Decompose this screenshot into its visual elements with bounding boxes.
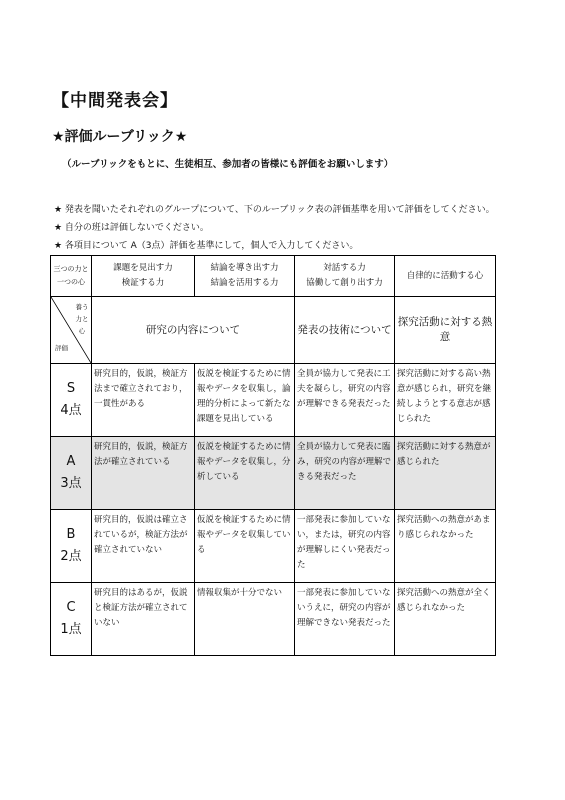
- instruction-item: ★ 各項目について A（3点）評価を基準にして，個人で入力してください。: [54, 241, 359, 251]
- category-cell: 研究の内容について: [92, 297, 295, 364]
- diag-bottom-label: 評価: [55, 344, 68, 352]
- grade-row-a: [51, 437, 496, 510]
- grade-letter: C: [66, 600, 76, 615]
- header-cell: [295, 256, 395, 297]
- grade-letter: A: [66, 454, 76, 469]
- instruction-item: ★ 発表を聞いたそれぞれのグループについて、下のルーブリック表の評価基準を用いて評価をしてください。: [54, 205, 495, 215]
- header-line: 対話する力: [323, 263, 366, 273]
- header-cell: [92, 256, 195, 297]
- diagonal-corner-cell: [51, 297, 92, 364]
- header-line: 課題を見出す力: [113, 263, 173, 273]
- header-line: 検証する力: [121, 278, 165, 288]
- rubric-heading: ★評価ルーブリック★: [52, 129, 188, 145]
- corner-label-line: 一つの心: [57, 278, 85, 286]
- grade-cell: [51, 364, 92, 437]
- instruction-item: ★ 自分の班は評価しないでください。: [54, 223, 209, 233]
- grade-points: 1点: [60, 622, 82, 637]
- instruction-list: [54, 201, 495, 255]
- diag-top-line: 養う: [75, 303, 89, 311]
- header-line: 協働して創り出す力: [306, 278, 383, 288]
- grade-cell: [51, 510, 92, 583]
- grade-points: 2点: [60, 549, 82, 564]
- header-row: [51, 256, 496, 297]
- criteria-cell: 研究目的，仮説は確立されているが，検証方法が確立されていない: [92, 510, 195, 583]
- criteria-cell: 探究活動への熱意があまり感じられなかった: [395, 510, 496, 583]
- grade-points: 4点: [60, 403, 82, 418]
- criteria-cell: 仮説を検証するために情報やデータを収集し，論理的分析によって新たな課題を見出している: [195, 364, 295, 437]
- header-cell: [395, 256, 496, 297]
- grade-row-b: [51, 510, 496, 583]
- criteria-cell: 仮説を検証するために情報やデータを収集している: [195, 510, 295, 583]
- grade-letter: S: [66, 381, 76, 396]
- criteria-cell: 探究活動に対する高い熱意が感じられ，研究を継続しようとする意志が感じられた: [395, 364, 496, 437]
- grade-points: 3点: [60, 476, 82, 491]
- criteria-cell: 仮説を検証するために情報やデータを収集し，分析している: [195, 437, 295, 510]
- criteria-cell: 研究目的，仮説，検証方法まで確立されており，一貫性がある: [92, 364, 195, 437]
- criteria-cell: 研究目的はあるが，仮説と検証方法が確立されていない: [92, 583, 195, 656]
- category-cell: 発表の技術について: [295, 297, 395, 364]
- criteria-cell: 研究目的，仮説，検証方法が確立されている: [92, 437, 195, 510]
- criteria-cell: 探究活動に対する熱意が感じられた: [395, 437, 496, 510]
- criteria-cell: 一部発表に参加していない，または，研究の内容が理解しにくい発表だった: [295, 510, 395, 583]
- grade-row-s: [51, 364, 496, 437]
- criteria-cell: 全員が協力して発表に工夫を凝らし，研究の内容が理解できる発表だった: [295, 364, 395, 437]
- grade-cell: [51, 437, 92, 510]
- corner-label: [51, 256, 92, 297]
- diag-top-label: [73, 301, 91, 337]
- criteria-cell: 一部発表に参加していないうえに，研究の内容が理解できない発表だった: [295, 583, 395, 656]
- criteria-cell: 情報収集が十分でない: [195, 583, 295, 656]
- grade-letter: B: [66, 527, 76, 542]
- rubric-table: [50, 255, 496, 656]
- header-cell: [195, 256, 295, 297]
- corner-label-line: 三つの力と: [53, 265, 89, 273]
- criteria-cell: 全員が協力して発表に臨み，研究の内容が理解できる発表だった: [295, 437, 395, 510]
- request-note: （ルーブリックをもとに、生徒相互、参加者の皆様にも評価をお願いします）: [62, 159, 394, 170]
- grade-cell: [51, 583, 92, 656]
- criteria-cell: 探究活動への熱意が全く感じられなかった: [395, 583, 496, 656]
- header-line: 自律的に活動する心: [406, 270, 484, 281]
- diag-top-line: 力と心: [75, 315, 89, 335]
- header-line: 結論を導き出す力: [210, 263, 279, 273]
- header-line: 結論を活用する力: [210, 278, 279, 288]
- category-row: [51, 297, 496, 364]
- page-title: 【中間発表会】: [52, 91, 178, 111]
- category-cell: 探究活動に対する熱意: [395, 297, 496, 364]
- grade-row-c: [51, 583, 496, 656]
